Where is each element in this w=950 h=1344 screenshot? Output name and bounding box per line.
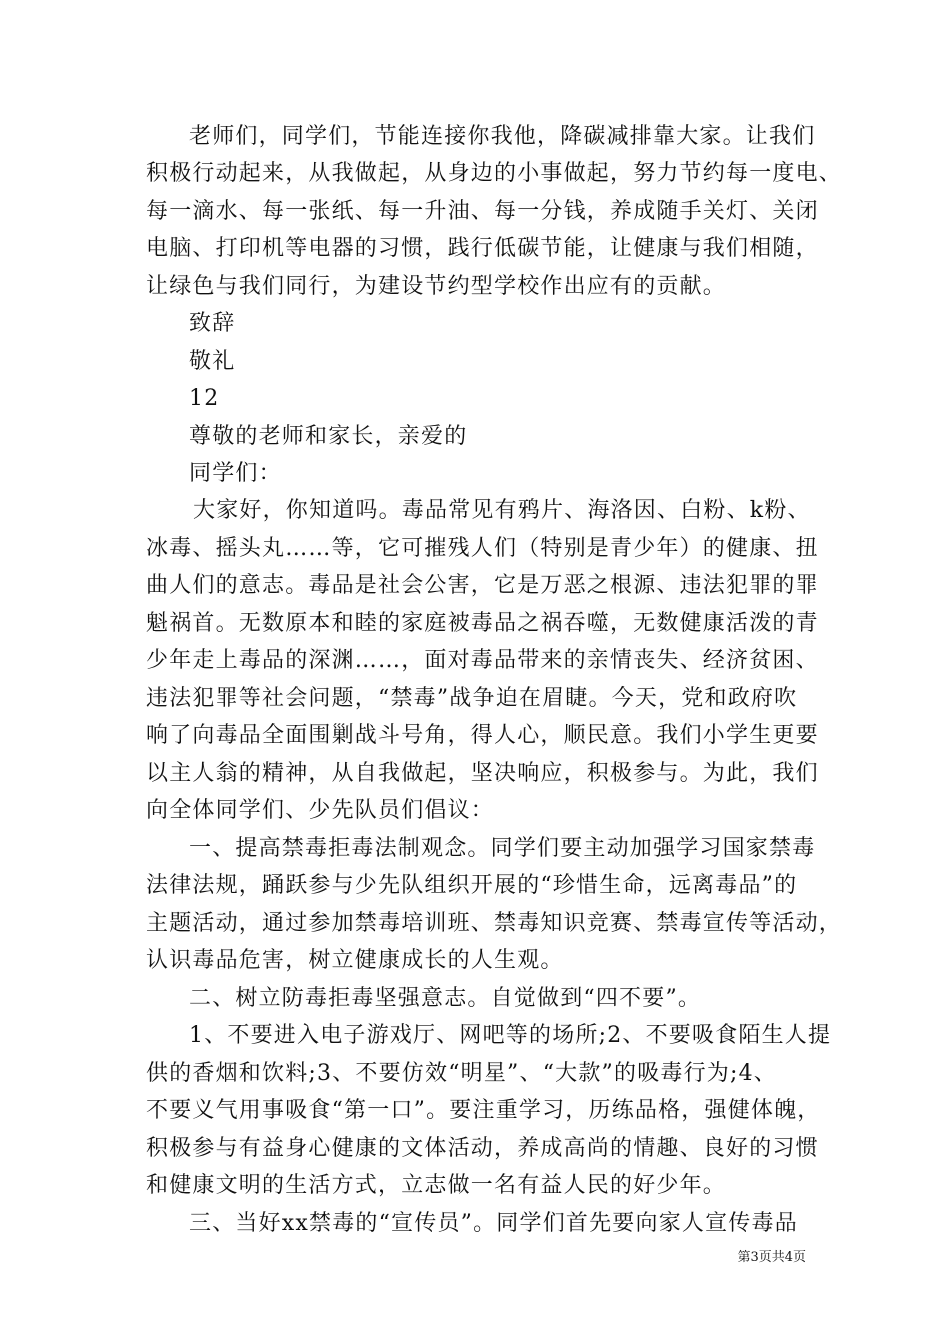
- paragraph-line: 二、树立防毒拒毒坚强意志。自觉做到“四不要”。: [189, 986, 702, 1011]
- paragraph-line: 三、当好xx禁毒的“宣传员”。同学们首先要向家人宣传毒品: [189, 1211, 798, 1236]
- paragraph-line: 向全体同学们、少先队员们倡议：: [146, 798, 495, 823]
- paragraph-line: 法律法规，踊跃参与少先队组织开展的“珍惜生命，远离毒品”的: [146, 873, 798, 898]
- paragraph-line: 电脑、打印机等电器的习惯，践行低碳节能，让健康与我们相随，: [146, 236, 819, 261]
- paragraph-line: 让绿色与我们同行，为建设节约型学校作出应有的贡献。: [146, 274, 727, 299]
- closing-line: 致辞: [189, 311, 236, 336]
- page-number: 第3页共4页: [737, 1250, 806, 1265]
- paragraph-line: 供的香烟和饮料;3、不要仿效“明星”、“大款”的吸毒行为;4、: [146, 1061, 778, 1086]
- paragraph-line: 主题活动，通过参加禁毒培训班、禁毒知识竞赛、禁毒宣传等活动，: [146, 911, 843, 936]
- paragraph-line: 不要义气用事吸食“第一口”。要注重学习，历练品格，强健体魄，: [146, 1098, 821, 1123]
- paragraph-line: 每一滴水、每一张纸、每一升油、每一分钱，养成随手关灯、关闭: [146, 199, 819, 224]
- paragraph-line: 认识毒品危害，树立健康成长的人生观。: [146, 948, 564, 973]
- paragraph-line: 大家好，你知道吗。毒品常见有鸦片、海洛因、白粉、k粉、: [193, 498, 811, 523]
- paragraph-line: 积极行动起来，从我做起，从身边的小事做起，努力节约每一度电、: [146, 161, 843, 186]
- paragraph-line: 违法犯罪等社会问题，“禁毒”战争迫在眉睫。今天，党和政府吹: [146, 686, 798, 711]
- salutation-line: 尊敬的老师和家长，亲爱的: [189, 424, 468, 449]
- paragraph-line: 和健康文明的生活方式，立志做一名有益人民的好少年。: [146, 1173, 727, 1198]
- closing-line: 敬礼: [189, 349, 236, 374]
- paragraph-line: 老师们，同学们，节能连接你我他，降碳减排靠大家。让我们: [189, 124, 816, 149]
- paragraph-line: 魁祸首。无数原本和睦的家庭被毒品之祸吞噬，无数健康活泼的青: [146, 611, 819, 636]
- paragraph-line: 响了向毒品全面围剿战斗号角，得人心，顺民意。我们小学生更要: [146, 723, 819, 748]
- closing-line: 12: [189, 386, 220, 411]
- salutation-line: 同学们：: [189, 461, 282, 486]
- paragraph-line: 积极参与有益身心健康的文体活动，养成高尚的情趣、良好的习惯: [146, 1136, 819, 1161]
- paragraph-line: 曲人们的意志。毒品是社会公害，它是万恶之根源、违法犯罪的罪: [146, 573, 819, 598]
- paragraph-line: 少年走上毒品的深渊……，面对毒品带来的亲情丧失、经济贫困、: [146, 648, 819, 673]
- paragraph-line: 1、不要进入电子游戏厅、网吧等的场所;2、不要吸食陌生人提: [189, 1023, 832, 1048]
- paragraph-line: 一、提高禁毒拒毒法制观念。同学们要主动加强学习国家禁毒: [189, 836, 816, 861]
- paragraph-line: 冰毒、摇头丸……等，它可摧残人们（特别是青少年）的健康、扭: [146, 536, 819, 561]
- paragraph-line: 以主人翁的精神，从自我做起，坚决响应，积极参与。为此，我们: [146, 761, 819, 786]
